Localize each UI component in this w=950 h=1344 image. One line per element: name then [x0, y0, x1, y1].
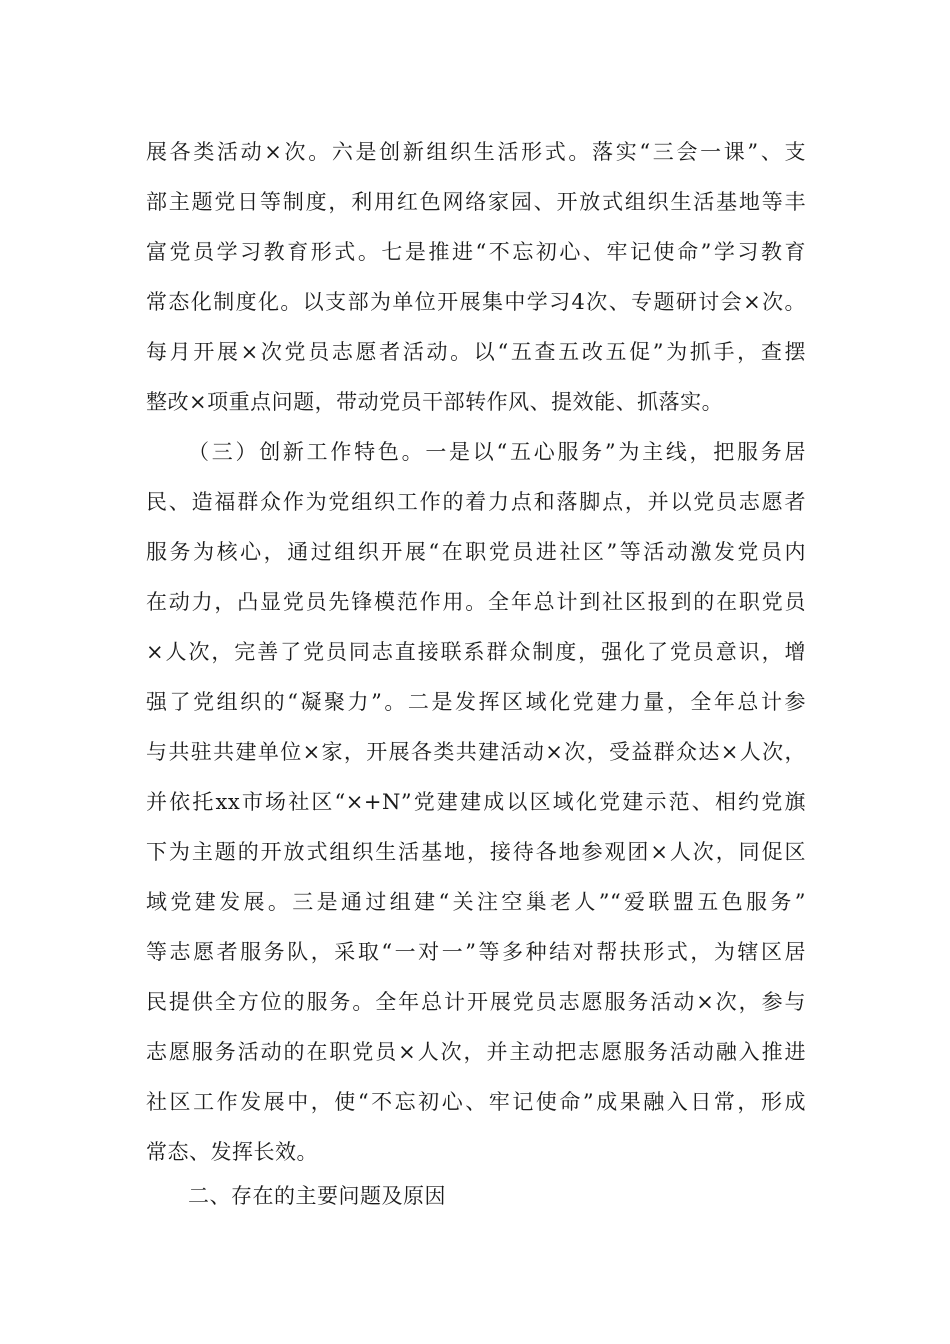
paragraph-line: 域党建发展。三是通过组建“关注空巢老人”“爱联盟五色服务” — [146, 890, 806, 914]
paragraph-line: 每月开展×次党员志愿者活动。以“五查五改五促”为抓手，查摆 — [146, 340, 806, 364]
paragraph-line: 在动力，凸显党员先锋模范作用。全年总计到社区报到的在职党员 — [146, 590, 806, 614]
paragraph-line: ×人次，完善了党员同志直接联系群众制度，强化了党员意识，增 — [146, 640, 806, 664]
paragraph-line: 富党员学习教育形式。七是推进“不忘初心、牢记使命”学习教育 — [146, 240, 806, 264]
paragraph-line: 下为主题的开放式组织生活基地，接待各地参观团×人次，同促区 — [146, 840, 806, 864]
paragraph-line: 等志愿者服务队，采取“一对一”等多种结对帮扶形式，为辖区居 — [146, 940, 806, 964]
paragraph-line: 民、造福群众作为党组织工作的着力点和落脚点，并以党员志愿者 — [146, 490, 806, 514]
paragraph-line: 常态化制度化。以支部为单位开展集中学习4次、专题研讨会×次。 — [146, 290, 806, 314]
paragraph-line: 与共驻共建单位×家，开展各类共建活动×次，受益群众达×人次， — [146, 740, 806, 764]
paragraph-line: 并依托xx市场社区“×+N”党建建成以区域化党建示范、相约党旗 — [146, 790, 806, 814]
paragraph-line: 强了党组织的“凝聚力”。二是发挥区域化党建力量，全年总计参 — [146, 690, 806, 714]
section-title: 二、存在的主要问题及原因 — [188, 1184, 446, 1208]
paragraph-line: 整改×项重点问题，带动党员干部转作风、提效能、抓落实。 — [146, 390, 724, 414]
paragraph-line: 常态、发挥长效。 — [146, 1140, 318, 1164]
section-heading-line: （三）创新工作特色。一是以“五心服务”为主线，把服务居 — [188, 440, 806, 464]
paragraph-line: 部主题党日等制度，利用红色网络家园、开放式组织生活基地等丰 — [146, 190, 806, 214]
paragraph-line: 社区工作发展中，使“不忘初心、牢记使命”成果融入日常，形成 — [146, 1090, 806, 1114]
paragraph-line: 志愿服务活动的在职党员×人次，并主动把志愿服务活动融入推进 — [146, 1040, 806, 1064]
paragraph-line: 民提供全方位的服务。全年总计开展党员志愿服务活动×次，参与 — [146, 990, 806, 1014]
paragraph-line: 展各类活动×次。六是创新组织生活形式。落实“三会一课”、支 — [146, 140, 806, 164]
paragraph-line: 服务为核心，通过组织开展“在职党员进社区”等活动激发党员内 — [146, 540, 806, 564]
